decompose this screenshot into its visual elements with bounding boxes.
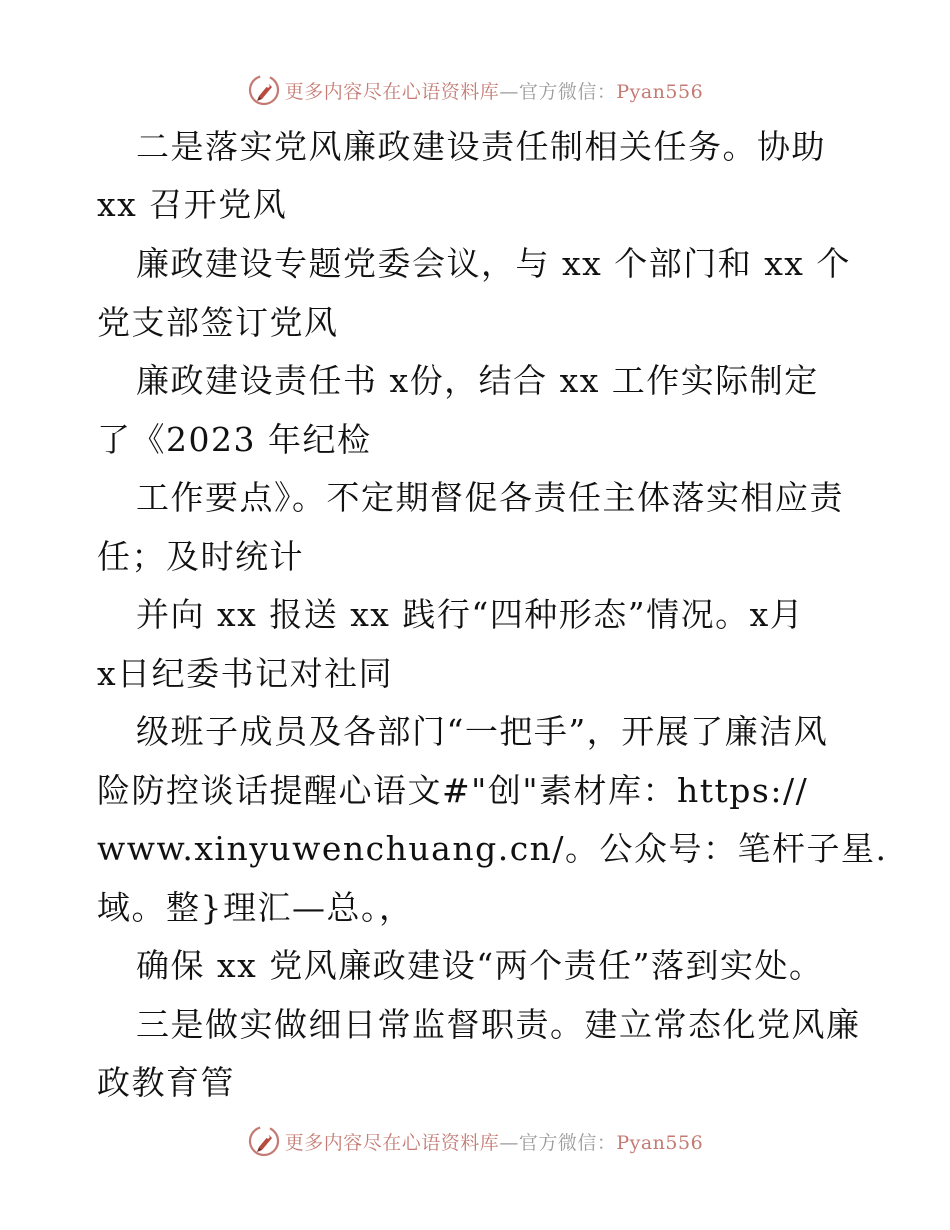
body-line: 域。整}理汇—总。，: [97, 888, 414, 927]
body-line: x日纪委书记对社同: [97, 654, 394, 693]
body-line: 党支部签订党风: [97, 303, 339, 342]
body-line: 廉政建设专题党委会议，与 xx 个部门和 xx 个: [136, 244, 851, 283]
body-line: 确保 xx 党风廉政建设“两个责任”落到实处。: [136, 946, 824, 985]
body-line: www.xinyuwenchuang.cn/。公众号：笔杆子星.: [97, 829, 888, 868]
body-line: xx 召开党风: [97, 185, 288, 224]
body-line: 政教育管: [97, 1063, 235, 1102]
watermark-text: 更多内容尽在心语资料库—官方微信：Pyan556: [284, 1131, 704, 1154]
body-line: 廉政建设责任书 x份，结合 xx 工作实际制定: [136, 361, 819, 400]
footer-watermark: [0, 1121, 950, 1161]
body-line: 险防控谈话提醒心语文#"创"素材库：https://: [97, 771, 809, 810]
watermark-text: 更多内容尽在心语资料库—官方微信：Pyan556: [284, 80, 704, 103]
body-line: 并向 xx 报送 xx 践行“四种形态”情况。x月: [136, 595, 805, 634]
body-line: 了《2023 年纪检: [97, 420, 372, 459]
body-line: 级班子成员及各部门“一把手”，开展了廉洁风: [136, 712, 829, 751]
body-line: 工作要点》。不定期督促各责任主体落实相应责: [136, 478, 844, 517]
pen-nib-circle-icon: [247, 1124, 281, 1158]
body-line: 任；及时统计: [97, 537, 304, 576]
body-line: 二是落实党风廉政建设责任制相关任务。协助: [136, 127, 826, 166]
body-line: 三是做实做细日常监督职责。建立常态化党风廉: [136, 1005, 861, 1044]
